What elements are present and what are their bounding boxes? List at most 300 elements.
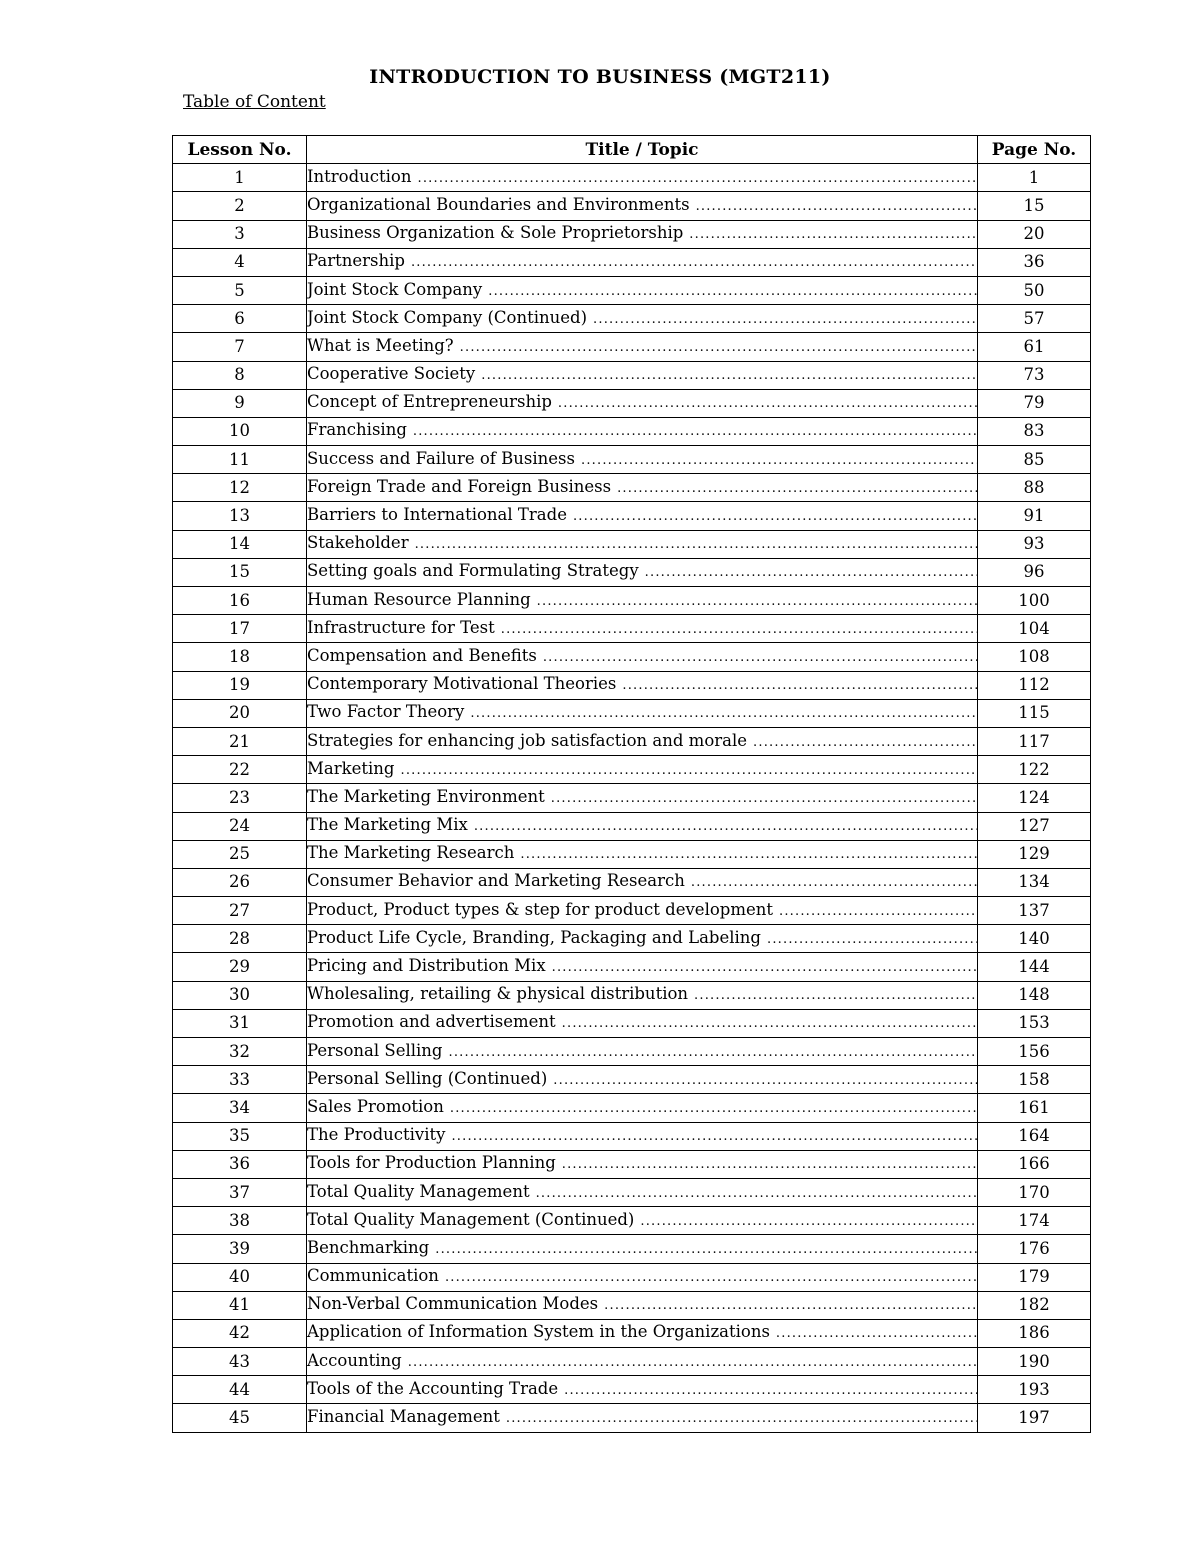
page-number: 161 xyxy=(978,1094,1091,1122)
topic-wrap xyxy=(307,1380,977,1400)
page-number: 88 xyxy=(978,474,1091,502)
topic-cell xyxy=(307,643,978,671)
table-row xyxy=(173,192,1091,220)
page-number: 1 xyxy=(978,164,1091,192)
topic-title: Product, Product types & step for product development xyxy=(307,900,774,919)
lesson-number: 9 xyxy=(173,389,307,417)
table-row xyxy=(173,305,1091,333)
dot-leader xyxy=(604,1297,977,1315)
page-number: 164 xyxy=(978,1122,1091,1150)
table-row xyxy=(173,1235,1091,1263)
topic-cell xyxy=(307,1376,978,1404)
dot-leader xyxy=(552,959,977,977)
table-row xyxy=(173,1178,1091,1206)
dot-leader xyxy=(501,621,977,639)
table-row xyxy=(173,727,1091,755)
topic-title: Total Quality Management (Continued) xyxy=(307,1210,635,1229)
topic-wrap xyxy=(307,365,977,385)
topic-cell xyxy=(307,1038,978,1066)
topic-cell xyxy=(307,615,978,643)
dot-leader xyxy=(645,564,977,582)
topic-cell xyxy=(307,1319,978,1347)
topic-title: Franchising xyxy=(307,421,407,440)
page-number: 148 xyxy=(978,981,1091,1009)
table-row xyxy=(173,164,1091,192)
lesson-number: 37 xyxy=(173,1178,307,1206)
header-lesson-no: Lesson No. xyxy=(173,136,307,164)
page-number: 137 xyxy=(978,897,1091,925)
page-number: 170 xyxy=(978,1178,1091,1206)
page-number: 115 xyxy=(978,699,1091,727)
topic-wrap xyxy=(307,421,977,441)
page-number: 124 xyxy=(978,784,1091,812)
topic-wrap xyxy=(307,196,977,216)
table-row xyxy=(173,1038,1091,1066)
dot-leader xyxy=(449,1044,978,1062)
dot-leader xyxy=(537,593,977,611)
topic-cell xyxy=(307,1291,978,1319)
topic-cell xyxy=(307,1235,978,1263)
page-number: 158 xyxy=(978,1066,1091,1094)
table-row xyxy=(173,812,1091,840)
lesson-number: 38 xyxy=(173,1207,307,1235)
topic-cell xyxy=(307,897,978,925)
topic-wrap xyxy=(307,1267,977,1287)
page-number: 153 xyxy=(978,1009,1091,1037)
table-row xyxy=(173,1376,1091,1404)
topic-title: Total Quality Management xyxy=(307,1182,530,1201)
table-row xyxy=(173,1094,1091,1122)
topic-cell xyxy=(307,868,978,896)
table-row xyxy=(173,868,1091,896)
table-row xyxy=(173,361,1091,389)
dot-leader xyxy=(640,1213,977,1231)
topic-title: Cooperative Society xyxy=(307,365,476,384)
topic-cell xyxy=(307,530,978,558)
lesson-number: 2 xyxy=(173,192,307,220)
table-row xyxy=(173,953,1091,981)
topic-wrap xyxy=(307,393,977,413)
page-number: 79 xyxy=(978,389,1091,417)
topic-title: Organizational Boundaries and Environments xyxy=(307,195,690,214)
lesson-number: 27 xyxy=(173,897,307,925)
topic-wrap xyxy=(307,647,977,667)
dot-leader xyxy=(573,508,977,526)
dot-leader xyxy=(551,790,977,808)
topic-wrap xyxy=(307,168,977,188)
lesson-number: 5 xyxy=(173,276,307,304)
topic-cell xyxy=(307,1122,978,1150)
topic-wrap xyxy=(307,1013,977,1033)
page-number: 100 xyxy=(978,587,1091,615)
topic-cell xyxy=(307,220,978,248)
lesson-number: 1 xyxy=(173,164,307,192)
topic-title: Compensation and Benefits xyxy=(307,646,537,665)
page-number: 104 xyxy=(978,615,1091,643)
topic-cell xyxy=(307,502,978,530)
topic-wrap xyxy=(307,1352,977,1372)
topic-wrap xyxy=(307,957,977,977)
lesson-number: 41 xyxy=(173,1291,307,1319)
topic-title: Barriers to International Trade xyxy=(307,506,567,525)
lesson-number: 8 xyxy=(173,361,307,389)
page-number: 129 xyxy=(978,840,1091,868)
topic-title: The Marketing Mix xyxy=(307,816,468,835)
topic-title: Introduction xyxy=(307,167,412,186)
table-row xyxy=(173,1404,1091,1432)
topic-cell xyxy=(307,276,978,304)
topic-wrap xyxy=(307,1239,977,1259)
dot-leader xyxy=(435,1241,977,1259)
topic-title: Foreign Trade and Foreign Business xyxy=(307,477,612,496)
topic-cell xyxy=(307,925,978,953)
topic-cell xyxy=(307,417,978,445)
topic-wrap xyxy=(307,929,977,949)
topic-title: Personal Selling (Continued) xyxy=(307,1069,548,1088)
topic-cell xyxy=(307,699,978,727)
topic-wrap xyxy=(307,1183,977,1203)
topic-cell xyxy=(307,1150,978,1178)
dot-leader xyxy=(694,987,977,1005)
topic-cell xyxy=(307,389,978,417)
lesson-number: 19 xyxy=(173,671,307,699)
dot-leader xyxy=(622,677,977,695)
lesson-number: 23 xyxy=(173,784,307,812)
lesson-number: 7 xyxy=(173,333,307,361)
dot-leader xyxy=(506,1410,977,1428)
topic-cell xyxy=(307,671,978,699)
topic-title: The Marketing Environment xyxy=(307,787,545,806)
table-row xyxy=(173,699,1091,727)
dot-leader xyxy=(767,931,977,949)
lesson-number: 14 xyxy=(173,530,307,558)
topic-title: Marketing xyxy=(307,759,395,778)
table-row xyxy=(173,1319,1091,1347)
table-row xyxy=(173,1122,1091,1150)
topic-cell xyxy=(307,1094,978,1122)
lesson-number: 34 xyxy=(173,1094,307,1122)
topic-title: Tools of the Accounting Trade xyxy=(307,1379,559,1398)
topic-title: Partnership xyxy=(307,252,405,271)
page-number: 122 xyxy=(978,756,1091,784)
page-number: 182 xyxy=(978,1291,1091,1319)
table-row xyxy=(173,671,1091,699)
table-row xyxy=(173,248,1091,276)
topic-wrap xyxy=(307,337,977,357)
table-row xyxy=(173,474,1091,502)
topic-cell xyxy=(307,1404,978,1432)
topic-wrap xyxy=(307,703,977,723)
lesson-number: 25 xyxy=(173,840,307,868)
dot-leader xyxy=(696,198,977,216)
dot-leader xyxy=(460,339,977,357)
dot-leader xyxy=(520,846,977,864)
dot-leader xyxy=(691,874,977,892)
topic-cell xyxy=(307,164,978,192)
dot-leader xyxy=(562,1156,977,1174)
topic-title: Promotion and advertisement xyxy=(307,1013,556,1032)
topic-title: Accounting xyxy=(307,1351,402,1370)
lesson-number: 21 xyxy=(173,727,307,755)
topic-title: The Marketing Research xyxy=(307,844,515,863)
dot-leader xyxy=(558,395,977,413)
lesson-number: 30 xyxy=(173,981,307,1009)
topic-wrap xyxy=(307,1154,977,1174)
toc-heading: Table of Content xyxy=(183,92,326,112)
topic-cell xyxy=(307,1348,978,1376)
page-number: 197 xyxy=(978,1404,1091,1432)
topic-wrap xyxy=(307,1295,977,1315)
page-number: 179 xyxy=(978,1263,1091,1291)
dot-leader xyxy=(451,1128,977,1146)
lesson-number: 42 xyxy=(173,1319,307,1347)
topic-title: Business Organization & Sole Proprietorship xyxy=(307,224,684,243)
lesson-number: 35 xyxy=(173,1122,307,1150)
topic-title: Communication xyxy=(307,1267,439,1286)
table-row xyxy=(173,502,1091,530)
page-number: 174 xyxy=(978,1207,1091,1235)
page-number: 193 xyxy=(978,1376,1091,1404)
page-number: 57 xyxy=(978,305,1091,333)
topic-cell xyxy=(307,333,978,361)
dot-leader xyxy=(411,254,977,272)
table-row xyxy=(173,276,1091,304)
page-number: 140 xyxy=(978,925,1091,953)
topic-wrap xyxy=(307,732,977,752)
dot-leader xyxy=(470,705,977,723)
topic-cell xyxy=(307,840,978,868)
topic-wrap xyxy=(307,675,977,695)
topic-wrap xyxy=(307,534,977,554)
dot-leader xyxy=(689,226,977,244)
topic-cell xyxy=(307,1066,978,1094)
table-row xyxy=(173,756,1091,784)
topic-title: Setting goals and Formulating Strategy xyxy=(307,562,639,581)
table-row xyxy=(173,558,1091,586)
topic-wrap xyxy=(307,450,977,470)
topic-title: Consumer Behavior and Marketing Research xyxy=(307,872,685,891)
lesson-number: 33 xyxy=(173,1066,307,1094)
topic-title: Product Life Cycle, Branding, Packaging and Labeling xyxy=(307,928,761,947)
topic-cell xyxy=(307,558,978,586)
table-row xyxy=(173,643,1091,671)
dot-leader xyxy=(553,1072,977,1090)
topic-cell xyxy=(307,587,978,615)
lesson-number: 12 xyxy=(173,474,307,502)
lesson-number: 45 xyxy=(173,1404,307,1432)
page-number: 91 xyxy=(978,502,1091,530)
page-number: 186 xyxy=(978,1319,1091,1347)
topic-title: Contemporary Motivational Theories xyxy=(307,675,617,694)
toc-header-row xyxy=(173,136,1091,164)
page-number: 93 xyxy=(978,530,1091,558)
topic-title: Non-Verbal Communication Modes xyxy=(307,1295,599,1314)
topic-wrap xyxy=(307,1098,977,1118)
page-number: 73 xyxy=(978,361,1091,389)
topic-wrap xyxy=(307,478,977,498)
lesson-number: 17 xyxy=(173,615,307,643)
lesson-number: 16 xyxy=(173,587,307,615)
page-number: 108 xyxy=(978,643,1091,671)
page-number: 156 xyxy=(978,1038,1091,1066)
topic-title: Financial Management xyxy=(307,1408,500,1427)
lesson-number: 18 xyxy=(173,643,307,671)
table-row xyxy=(173,897,1091,925)
lesson-number: 26 xyxy=(173,868,307,896)
dot-leader xyxy=(617,480,977,498)
topic-wrap xyxy=(307,1042,977,1062)
dot-leader xyxy=(536,1185,977,1203)
table-row xyxy=(173,446,1091,474)
topic-cell xyxy=(307,192,978,220)
table-row xyxy=(173,333,1091,361)
topic-wrap xyxy=(307,872,977,892)
dot-leader xyxy=(543,649,977,667)
dot-leader xyxy=(593,311,977,329)
lesson-number: 22 xyxy=(173,756,307,784)
lesson-number: 10 xyxy=(173,417,307,445)
header-title-topic: Title / Topic xyxy=(307,136,978,164)
topic-title: Pricing and Distribution Mix xyxy=(307,957,546,976)
page-number: 112 xyxy=(978,671,1091,699)
topic-cell xyxy=(307,1009,978,1037)
topic-cell xyxy=(307,727,978,755)
page-number: 36 xyxy=(978,248,1091,276)
topic-title: Joint Stock Company (Continued) xyxy=(307,308,588,327)
lesson-number: 15 xyxy=(173,558,307,586)
topic-cell xyxy=(307,812,978,840)
dot-leader xyxy=(445,1269,977,1287)
topic-wrap xyxy=(307,281,977,301)
table-row xyxy=(173,1263,1091,1291)
lesson-number: 6 xyxy=(173,305,307,333)
dot-leader xyxy=(564,1382,977,1400)
topic-cell xyxy=(307,474,978,502)
topic-title: Application of Information System in the Organizations xyxy=(307,1323,770,1342)
table-row xyxy=(173,587,1091,615)
lesson-number: 36 xyxy=(173,1150,307,1178)
topic-title: Success and Failure of Business xyxy=(307,449,575,468)
topic-cell xyxy=(307,756,978,784)
dot-leader xyxy=(776,1325,977,1343)
table-row xyxy=(173,530,1091,558)
topic-title: Two Factor Theory xyxy=(307,703,465,722)
topic-title: Wholesaling, retailing & physical distribution xyxy=(307,985,689,1004)
dot-leader xyxy=(415,536,977,554)
page-title: INTRODUCTION TO BUSINESS (MGT211) xyxy=(369,66,831,88)
topic-wrap xyxy=(307,985,977,1005)
table-row xyxy=(173,417,1091,445)
topic-cell xyxy=(307,1207,978,1235)
topic-wrap xyxy=(307,816,977,836)
topic-cell xyxy=(307,981,978,1009)
table-row xyxy=(173,925,1091,953)
topic-wrap xyxy=(307,562,977,582)
topic-wrap xyxy=(307,309,977,329)
dot-leader xyxy=(562,1015,977,1033)
page-number: 176 xyxy=(978,1235,1091,1263)
table-row xyxy=(173,615,1091,643)
table-row xyxy=(173,784,1091,812)
topic-wrap xyxy=(307,1070,977,1090)
page-number: 20 xyxy=(978,220,1091,248)
topic-wrap xyxy=(307,844,977,864)
topic-wrap xyxy=(307,506,977,526)
table-row xyxy=(173,1066,1091,1094)
topic-cell xyxy=(307,784,978,812)
topic-wrap xyxy=(307,1211,977,1231)
topic-title: Human Resource Planning xyxy=(307,590,531,609)
dot-leader xyxy=(408,1354,977,1372)
topic-cell xyxy=(307,305,978,333)
table-row xyxy=(173,220,1091,248)
topic-cell xyxy=(307,248,978,276)
toc-table xyxy=(172,135,1091,1433)
topic-wrap xyxy=(307,901,977,921)
page-number: 144 xyxy=(978,953,1091,981)
page-number: 15 xyxy=(978,192,1091,220)
lesson-number: 28 xyxy=(173,925,307,953)
topic-title: Personal Selling xyxy=(307,1041,443,1060)
table-row xyxy=(173,840,1091,868)
toc-body xyxy=(173,164,1091,1432)
dot-leader xyxy=(481,367,977,385)
page-number: 96 xyxy=(978,558,1091,586)
topic-wrap xyxy=(307,252,977,272)
dot-leader xyxy=(474,818,977,836)
lesson-number: 4 xyxy=(173,248,307,276)
table-row xyxy=(173,389,1091,417)
table-row xyxy=(173,981,1091,1009)
topic-cell xyxy=(307,1178,978,1206)
topic-wrap xyxy=(307,1408,977,1428)
topic-title: Infrastructure for Test xyxy=(307,618,495,637)
topic-title: Concept of Entrepreneurship xyxy=(307,393,552,412)
lesson-number: 29 xyxy=(173,953,307,981)
lesson-number: 24 xyxy=(173,812,307,840)
page-number: 83 xyxy=(978,417,1091,445)
lesson-number: 32 xyxy=(173,1038,307,1066)
page-number: 190 xyxy=(978,1348,1091,1376)
lesson-number: 3 xyxy=(173,220,307,248)
dot-leader xyxy=(488,283,977,301)
topic-title: Tools for Production Planning xyxy=(307,1154,556,1173)
page-number: 166 xyxy=(978,1150,1091,1178)
table-row xyxy=(173,1207,1091,1235)
dot-leader xyxy=(413,423,977,441)
lesson-number: 43 xyxy=(173,1348,307,1376)
lesson-number: 31 xyxy=(173,1009,307,1037)
topic-cell xyxy=(307,446,978,474)
lesson-number: 13 xyxy=(173,502,307,530)
dot-leader xyxy=(581,452,977,470)
topic-wrap xyxy=(307,1323,977,1343)
table-row xyxy=(173,1150,1091,1178)
topic-cell xyxy=(307,953,978,981)
table-row xyxy=(173,1348,1091,1376)
topic-cell xyxy=(307,1263,978,1291)
lesson-number: 40 xyxy=(173,1263,307,1291)
topic-title: Joint Stock Company xyxy=(307,280,483,299)
page-number: 117 xyxy=(978,727,1091,755)
topic-title: Benchmarking xyxy=(307,1238,430,1257)
topic-wrap xyxy=(307,1126,977,1146)
page-number: 50 xyxy=(978,276,1091,304)
topic-title: Strategies for enhancing job satisfaction and morale xyxy=(307,731,748,750)
topic-title: The Productivity xyxy=(307,1126,446,1145)
dot-leader xyxy=(418,170,978,188)
topic-title: Sales Promotion xyxy=(307,1097,444,1116)
